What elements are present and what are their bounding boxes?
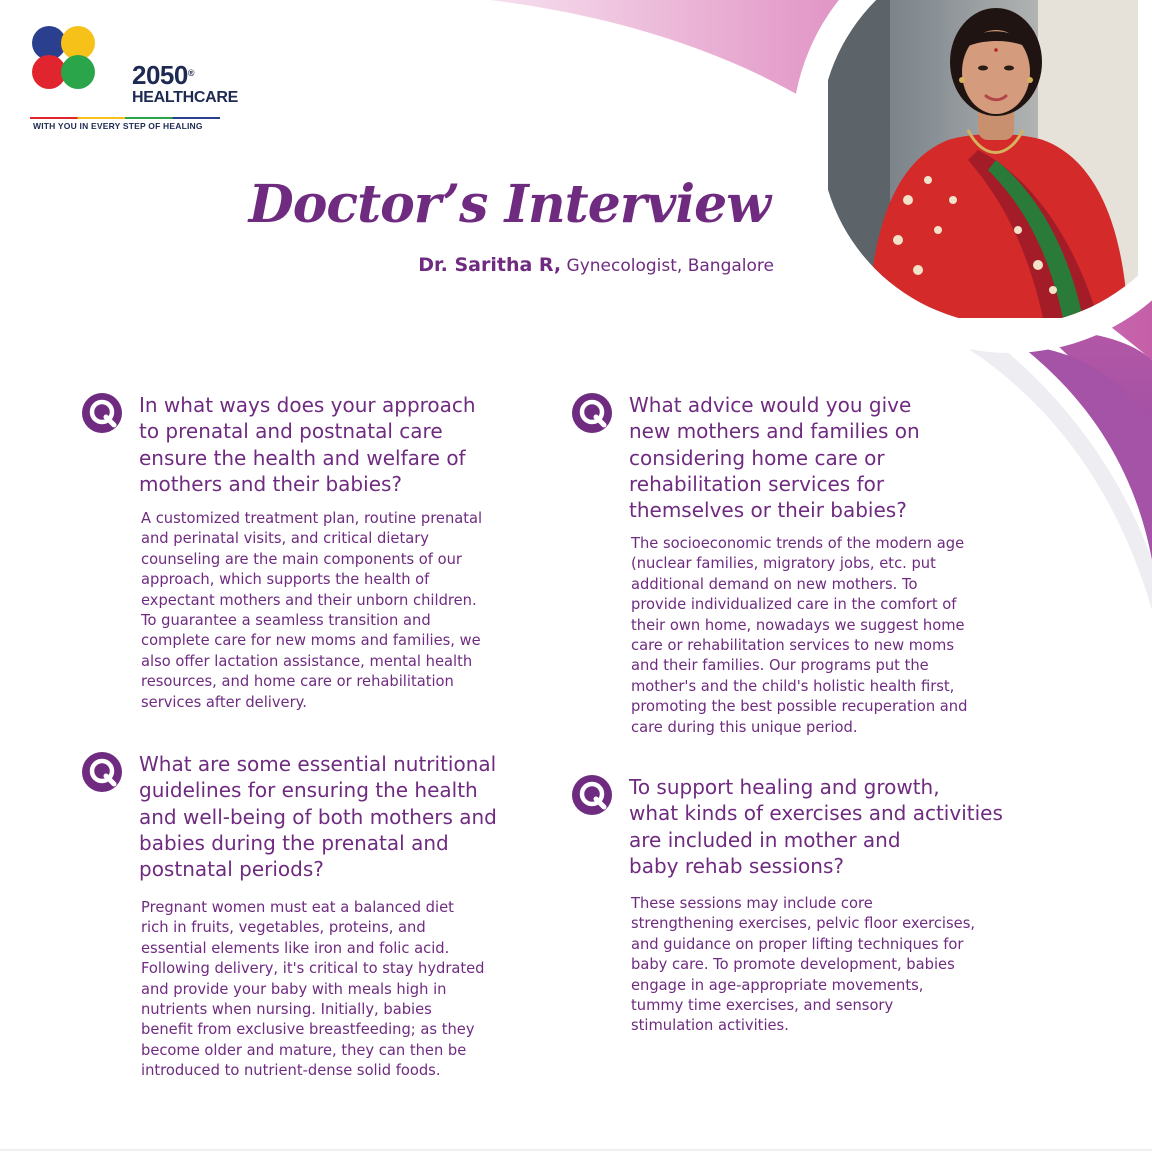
- question-icon: [571, 392, 613, 434]
- doctor-name: Dr. Saritha R,: [418, 254, 562, 276]
- question-text: In what ways does your approach to prenatal and postnatal care ensure the health and welfare of mothers and their babies?: [139, 393, 476, 496]
- qa-block-1: [81, 392, 551, 722]
- logo-tagline: WITH YOU IN EVERY STEP OF HEALING: [33, 121, 203, 131]
- answer-text: Pregnant women must eat a balanced diet rich in fruits, vegetables, proteins, and essential elements like iron and folic acid. Following delivery, it's critical to stay hydrated and provide your baby with meals high in nutrients when nursing. Initially, babies benefit from exclusive breastfeeding; as they become older and mature, they can then be introduced to nutrient-dense solid foods.: [141, 899, 485, 1080]
- logo-circles-icon: [30, 26, 130, 92]
- question-text: To support healing and growth, what kinds of exercises and activities are included in mother and baby rehab sessions?: [629, 775, 1003, 878]
- question-icon: [81, 751, 123, 793]
- doctor-role: Gynecologist, Bangalore: [561, 256, 774, 276]
- qa-block-3: [571, 392, 1041, 742]
- qa-block-2: [81, 751, 561, 1091]
- page-title: Doctor’s Interview: [248, 174, 770, 235]
- question-text: What are some essential nutritional guidelines for ensuring the health and well-being of both mothers and babies during the prenatal and postnatal periods?: [139, 752, 497, 882]
- question-icon: [571, 774, 613, 816]
- answer-text: These sessions may include core strengthening exercises, pelvic floor exercises, and guidance on proper lifting techniques for baby care. To promote development, babies engage in age-appropriate movements, tummy time exercises, and sensory stimulation activities.: [631, 895, 976, 1035]
- brand-logo: [30, 26, 239, 131]
- answer-text: The socioeconomic trends of the modern age (nuclear families, migratory jobs, etc. put additional demand on new mothers. To provide individualized care in the comfort of their own home, nowadays we suggest home care or rehabilitation services to new moms and their families. Our programs put the mother's and the child's holistic health first, promoting the best possible recuperation and care during this unique period.: [631, 535, 968, 736]
- qa-block-4: [571, 774, 1051, 1044]
- answer-text: A customized treatment plan, routine prenatal and perinatal visits, and critical dietary counseling are the main components of our approach, which supports the health of expectant mothers and their unborn children. To guarantee a seamless transition and complete care for new moms and families, we also offer lactation assistance, mental health resources, and home care or rehabilitation services after delivery.: [141, 510, 483, 711]
- doctor-credit: [418, 252, 774, 279]
- logo-number: 2050®: [132, 60, 194, 90]
- question-icon: [81, 392, 123, 434]
- logo-name: HEALTHCARE: [132, 89, 239, 106]
- question-text: What advice would you give new mothers and families on considering home care or rehabilitation services for themselves or their babies?: [629, 393, 920, 523]
- logo-color-line: [30, 117, 220, 119]
- doctor-photo: [828, 0, 1138, 318]
